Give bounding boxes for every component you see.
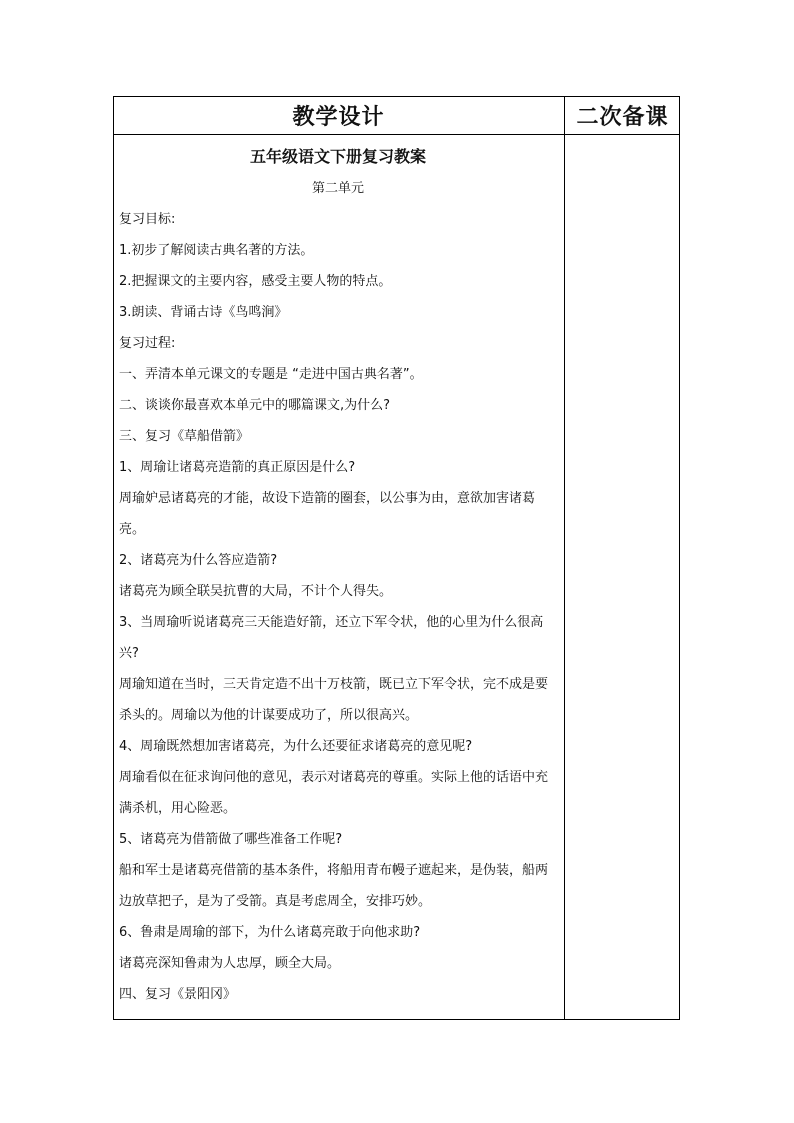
lesson-content — [119, 140, 557, 1010]
text-line: 2、诸葛亮为什么答应造箭? — [119, 553, 278, 568]
header-second-prep: 二次备课 — [576, 104, 669, 130]
text-line: 6、鲁肃是周瑜的部下，为什么诸葛亮敢于向他求助? — [119, 925, 421, 940]
text-paragraph: 周瑜看似在征求询问他的意见，表示对诸葛亮的尊重。实际上他的话语中充满杀机，用心险恶。 — [119, 770, 549, 816]
text-paragraph: 船和军士是诸葛亮借箭的基本条件，将船用青布幔子遮起来，是伪装，船两边放草把子，是为了受箭。真是考虑周全，安排巧妙。 — [119, 863, 549, 909]
text-line: 5、诸葛亮为借箭做了哪些准备工作呢? — [119, 832, 343, 847]
text-line: 四、复习《景阳冈》 — [119, 987, 237, 1002]
text-line: 诸葛亮为顾全联吴抗曹的大局，不计个人得失。 — [119, 584, 393, 599]
text-line: 三、复习《草船借箭》 — [119, 429, 250, 444]
header-teaching-design: 教学设计 — [292, 104, 385, 130]
text-line: 诸葛亮深知鲁肃为人忠厚，顾全大局。 — [119, 956, 341, 971]
text-line: 3.朗读、背诵古诗《鸟鸣涧》 — [119, 305, 288, 320]
text-line: 2.把握课文的主要内容，感受主要人物的特点。 — [119, 274, 392, 289]
text-line: 复习目标: — [119, 212, 176, 227]
text-line: 1.初步了解阅读古典名著的方法。 — [119, 243, 314, 258]
text-line: 复习过程: — [119, 336, 176, 351]
document-title: 五年级语文下册复习教案 — [249, 147, 426, 166]
header-divider — [113, 134, 680, 135]
text-paragraph: 周瑜妒忌诸葛亮的才能，故设下造箭的圈套，以公事为由，意欲加害诸葛亮。 — [119, 491, 536, 537]
text-line: 一、弄清本单元课文的专题是 “走进中国古典名著”。 — [119, 367, 423, 382]
text-line: 二、谈谈你最喜欢本单元中的哪篇课文,为什么? — [119, 398, 391, 413]
document-subtitle: 第二单元 — [311, 181, 364, 196]
text-paragraph: 3、当周瑜听说诸葛亮三天能造好箭，还立下军令状，他的心里为什么很高兴? — [119, 615, 544, 661]
column-divider — [564, 96, 565, 1020]
text-line: 1、周瑜让诸葛亮造箭的真正原因是什么? — [119, 460, 356, 475]
text-paragraph: 周瑜知道在当时，三天肯定造不出十万枝箭，既已立下军令状，完不成是要杀头的。周瑜以为他的计谋要成功了，所以很高兴。 — [119, 677, 549, 723]
text-line: 4、周瑜既然想加害诸葛亮，为什么还要征求诸葛亮的意见呢? — [119, 739, 473, 754]
